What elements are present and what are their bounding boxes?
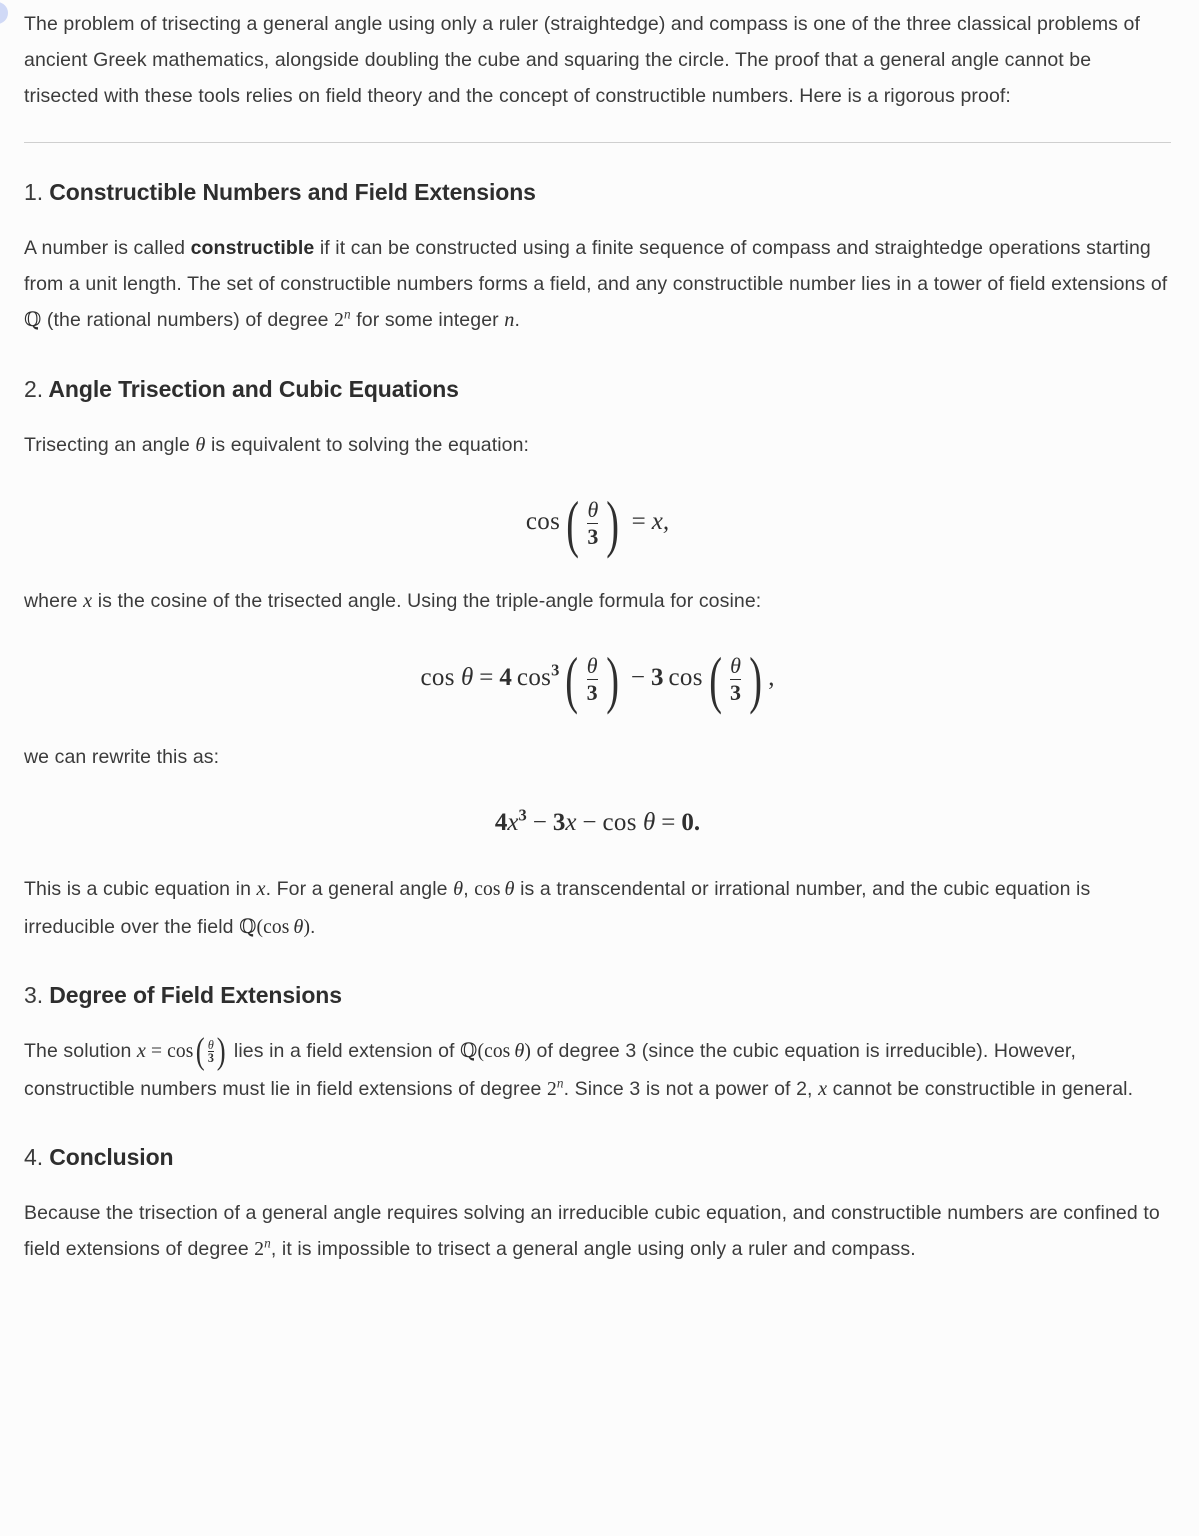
math-var-x: x bbox=[83, 589, 93, 612]
math-var-x-2: x bbox=[818, 1077, 828, 1100]
section-3-paragraph bbox=[24, 1030, 1171, 1108]
math-two: 2 bbox=[546, 1078, 557, 1100]
fraction-numerator: θ bbox=[207, 1038, 214, 1053]
paren-right: ) bbox=[216, 1030, 226, 1072]
text-run: . bbox=[514, 309, 520, 332]
paren-right: ) bbox=[605, 644, 619, 716]
text-run: The solution bbox=[24, 1040, 137, 1063]
section-2-paragraph-4 bbox=[24, 871, 1171, 946]
coefficient-3: 3 bbox=[552, 809, 566, 837]
math-theta: θ bbox=[195, 433, 206, 456]
section-number-1: 1. bbox=[24, 179, 43, 206]
inline-fraction-theta-over-3 bbox=[194, 1030, 227, 1072]
section-title-4: Conclusion bbox=[49, 1144, 174, 1171]
section-title-2: Angle Trisection and Cubic Equations bbox=[48, 375, 459, 402]
text-run: if it can be constructed using a finite sequence of compass and straightedge operations starting from a unit length. The set of constructible numbers forms a field, and any constructible number lies in a tower of field extensions of bbox=[24, 237, 1168, 296]
math-theta: θ bbox=[453, 878, 464, 901]
math-q-argument: (cos θ) bbox=[256, 915, 311, 938]
text-run: where bbox=[24, 589, 84, 612]
fraction-denominator: 3 bbox=[729, 680, 741, 706]
text-run: is the cosine of the trisected angle. Using the triple-angle formula for cosine: bbox=[92, 589, 762, 612]
coefficient-4: 4 bbox=[494, 809, 508, 837]
cos-function: cos bbox=[167, 1041, 194, 1063]
section-number-3: 3. bbox=[24, 982, 43, 1009]
text-run: , it is impossible to trisect a general angle using only a ruler and compass. bbox=[270, 1238, 916, 1261]
blackboard-q-symbol: ℚ bbox=[239, 914, 257, 938]
equals-sign: = bbox=[661, 809, 676, 837]
cos-function: cos bbox=[525, 508, 561, 536]
paren-right: ) bbox=[749, 644, 762, 716]
paren-left: ( bbox=[708, 644, 722, 716]
minus-sign: − bbox=[630, 664, 645, 692]
equation-zero: 0. bbox=[681, 809, 701, 837]
equation-rhs: x, bbox=[651, 508, 670, 536]
cos-function-2: cos bbox=[668, 664, 703, 692]
cos-function-cubed: cos bbox=[516, 664, 552, 692]
paren-left: ( bbox=[196, 1030, 206, 1072]
blackboard-q-symbol: ℚ bbox=[24, 308, 42, 332]
math-var-n: n bbox=[504, 309, 515, 332]
section-1-paragraph bbox=[24, 230, 1171, 340]
fraction-numerator: θ bbox=[586, 653, 598, 679]
text-run: , bbox=[463, 878, 475, 901]
exponent-3: 3 bbox=[518, 805, 527, 825]
math-exponent-n: n bbox=[344, 306, 351, 322]
text-run: Trisecting an angle bbox=[24, 433, 196, 456]
section-heading-2 bbox=[24, 374, 1171, 405]
display-equation-1 bbox=[24, 488, 1171, 560]
math-two: 2 bbox=[254, 1239, 265, 1261]
math-theta: θ bbox=[461, 664, 474, 692]
math-var-x: x bbox=[507, 809, 519, 837]
paren-right: ) bbox=[606, 488, 620, 560]
equals-sign: = bbox=[631, 508, 646, 536]
section-2-paragraph-1 bbox=[24, 427, 1171, 465]
section-divider bbox=[24, 142, 1171, 143]
fraction-theta-over-3 bbox=[561, 644, 622, 716]
cos-function: cos bbox=[420, 664, 455, 692]
text-run: A number is called bbox=[24, 237, 191, 260]
text-run: . For a general angle bbox=[265, 878, 454, 901]
paren-left: ( bbox=[566, 488, 580, 560]
fraction-denominator: 3 bbox=[207, 1051, 214, 1066]
text-run: . Since 3 is not a power of 2, bbox=[563, 1077, 819, 1100]
math-q-argument: (cos θ) bbox=[477, 1040, 532, 1063]
cos-function: cos bbox=[602, 809, 637, 837]
text-run: (the rational numbers) of degree bbox=[41, 309, 335, 332]
section-heading-3 bbox=[24, 980, 1171, 1011]
section-heading-4 bbox=[24, 1142, 1171, 1173]
section-title-1: Constructible Numbers and Field Extensions bbox=[49, 179, 536, 206]
avatar bbox=[0, 2, 8, 24]
equals-sign: = bbox=[479, 664, 494, 692]
fraction-theta-over-3-second bbox=[705, 644, 766, 716]
section-title-3: Degree of Field Extensions bbox=[49, 982, 342, 1009]
bold-term-constructible: constructible bbox=[190, 237, 315, 260]
section-number-4: 4. bbox=[24, 1144, 43, 1171]
math-var-x-2: x bbox=[565, 809, 577, 837]
exponent-3: 3 bbox=[551, 661, 560, 681]
text-run: for some integer bbox=[350, 309, 505, 332]
text-run: lies in a field extension of bbox=[228, 1040, 461, 1063]
section-heading-1 bbox=[24, 177, 1171, 208]
fraction-numerator: θ bbox=[730, 653, 741, 679]
fraction-denominator: 3 bbox=[587, 524, 599, 550]
blackboard-q-symbol: ℚ bbox=[460, 1039, 478, 1063]
paren-left: ( bbox=[565, 644, 579, 716]
minus-sign-1: − bbox=[532, 809, 547, 837]
text-run: cannot be constructible in general. bbox=[827, 1077, 1134, 1100]
coefficient-3: 3 bbox=[650, 664, 664, 692]
text-run: This is a cubic equation in bbox=[24, 878, 257, 901]
math-two: 2 bbox=[334, 310, 345, 332]
section-2-paragraph-3: we can rewrite this as: bbox=[24, 745, 220, 768]
text-run: is a transcendental or irrational number, and the cubic equation is irreducible over the field bbox=[24, 878, 1091, 938]
equals-sign: = bbox=[151, 1041, 163, 1063]
minus-sign-2: − bbox=[582, 809, 597, 837]
math-cos-theta: cos θ bbox=[474, 878, 515, 901]
math-var-x: x bbox=[136, 1040, 147, 1063]
intro-paragraph: The problem of trisecting a general angle using only a ruler (straightedge) and compass is one of the three classical problems of ancient Greek mathematics, alongside doubling the cube and squaring the circle. The proof that a general angle cannot be trisected with these tools relies on field theory and the concept of constructible numbers. Here is a rigorous proof: bbox=[24, 13, 1141, 108]
math-exponent-n: n bbox=[264, 1235, 271, 1251]
section-2-paragraph-2 bbox=[24, 583, 1171, 621]
display-equation-2 bbox=[24, 644, 1171, 716]
fraction-theta-over-3 bbox=[562, 488, 623, 560]
coefficient-4: 4 bbox=[499, 664, 512, 692]
display-equation-3 bbox=[24, 805, 1171, 837]
fraction-numerator: θ bbox=[587, 497, 599, 523]
math-var-x: x bbox=[256, 878, 266, 901]
math-exponent-n: n bbox=[556, 1075, 564, 1091]
text-run: . bbox=[310, 915, 316, 938]
text-run: of degree 3 (since the cubic equation is irreducible). However, constructible numbers must lie in field extensions of degree bbox=[24, 1040, 1076, 1100]
math-theta: θ bbox=[643, 809, 656, 837]
trailing-comma: , bbox=[768, 664, 775, 692]
fraction-denominator: 3 bbox=[586, 680, 598, 706]
section-number-2: 2. bbox=[24, 375, 43, 402]
section-4-paragraph bbox=[24, 1195, 1171, 1268]
text-run: Because the trisection of a general angle requires solving an irreducible cubic equation, and constructible numbers are confined to field extensions of degree bbox=[24, 1202, 1160, 1261]
text-run: is equivalent to solving the equation: bbox=[205, 433, 530, 456]
